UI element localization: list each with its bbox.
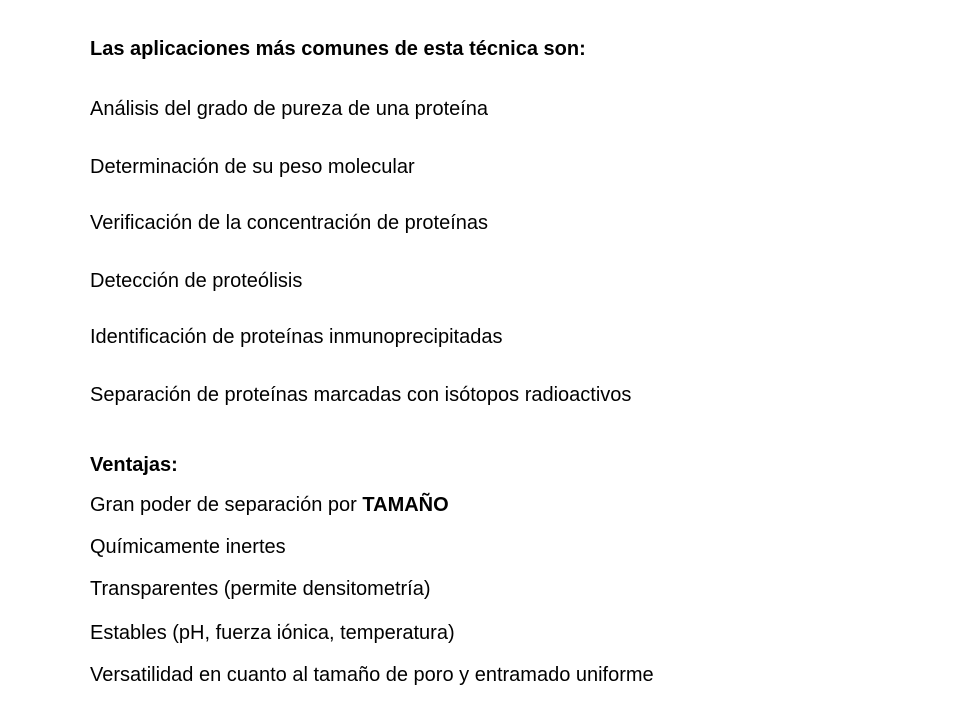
application-item: Separación de proteínas marcadas con isótopos radioactivos	[90, 384, 632, 406]
advantage-item: Transparentes (permite densitometría)	[90, 578, 431, 600]
advantages-heading: Ventajas:	[90, 454, 178, 476]
application-item: Identificación de proteínas inmunoprecipitadas	[90, 326, 503, 348]
advantage-item	[90, 493, 449, 517]
application-item: Verificación de la concentración de proteínas	[90, 212, 489, 234]
advantage-item-emphasis: TAMAÑO	[362, 494, 449, 516]
application-item: Determinación de su peso molecular	[90, 156, 415, 178]
advantage-item-text: Gran poder de separación por	[90, 494, 363, 516]
advantage-item: Estables (pH, fuerza iónica, temperatura)	[90, 622, 455, 644]
advantage-item: Químicamente inertes	[90, 536, 286, 558]
applications-heading: Las aplicaciones más comunes de esta técnica son:	[90, 38, 586, 60]
application-item: Detección de proteólisis	[90, 270, 303, 292]
application-item: Análisis del grado de pureza de una proteína	[90, 98, 489, 120]
advantage-item: Versatilidad en cuanto al tamaño de poro y entramado uniforme	[90, 664, 654, 686]
